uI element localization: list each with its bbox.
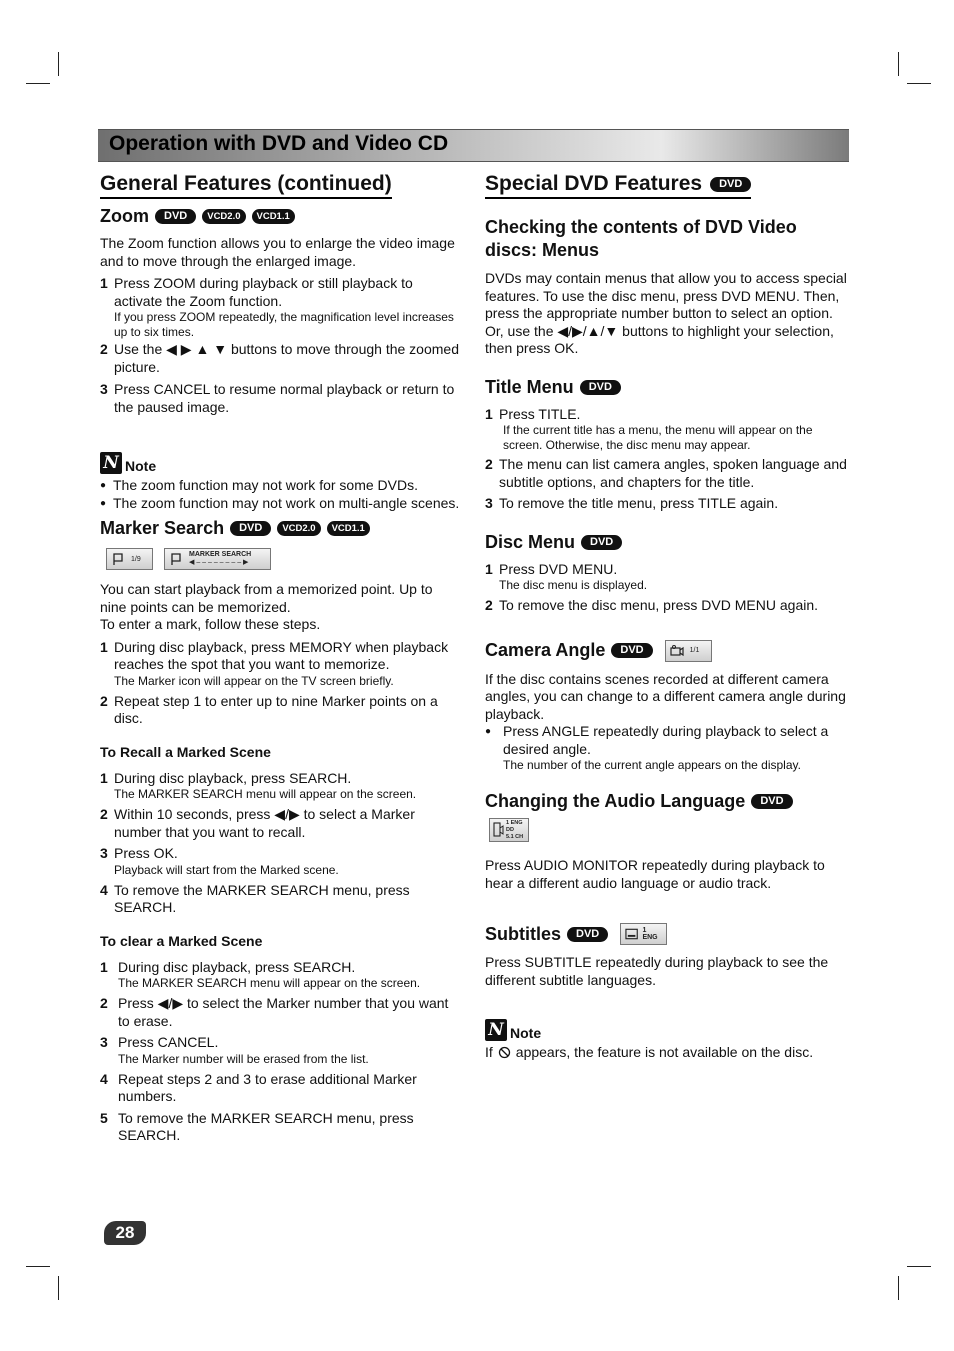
marker-icon	[169, 552, 183, 566]
badge-dvd: DVD	[710, 177, 751, 192]
note-label: Note	[510, 1025, 542, 1041]
prohibited-icon	[498, 1046, 511, 1059]
subtitle-icon	[625, 928, 638, 940]
list-item: 2 The menu can list camera angles, spoken language and subtitle options, and chapters for the title.	[485, 456, 847, 490]
list-item: ● The zoom function may not work on multi-angle scenes.	[100, 494, 460, 511]
badge-vcd11: VCD1.1	[252, 209, 295, 224]
list-item: 1 During disc playback, press MEMORY when playback reaches the spot that you want to memorize. The Marker icon will appear on the TV screen briefly.	[100, 638, 449, 688]
camera-angle-osd: 1/1	[665, 640, 712, 662]
list-item: 3 To remove the title menu, press TITLE again.	[485, 495, 779, 511]
subtitles-heading	[485, 923, 847, 945]
special-features-title-text: Special DVD Features	[485, 172, 703, 195]
title-menu-heading-text: Title Menu	[485, 376, 574, 397]
camera-icon	[670, 645, 684, 657]
list-item: 1 Press ZOOM during playback or still playback to activate the Zoom function. If you press ZOOM repeatedly, the magnification level increases up to six times.	[100, 275, 454, 339]
crop-mark	[26, 83, 50, 84]
audio-language-heading	[485, 791, 847, 812]
zoom-heading-text: Zoom	[100, 206, 149, 226]
disc-menu-heading-text: Disc Menu	[485, 531, 576, 552]
menus-text: DVDs may contain menus that allow you to access special features. To use the disc menu, press DVD MENU. Then, press the appropriate number button to select an option. Or, use the ◀/▶/▲/▼ buttons to highlight your selection, then press OK.	[485, 270, 847, 356]
list-item: 1 During disc playback, press SEARCH. The MARKER SEARCH menu will appear on the screen.	[100, 958, 421, 990]
list-item: 4 To remove the MARKER SEARCH menu, press SEARCH.	[100, 881, 410, 915]
marker-icon	[111, 552, 125, 566]
page-title: General Features (continued)	[100, 172, 392, 199]
subtitles-text: Press SUBTITLE repeatedly during playback to see the different subtitle languages.	[485, 954, 829, 988]
crop-mark	[898, 52, 899, 76]
crop-mark	[907, 83, 931, 84]
list-item: 5 To remove the MARKER SEARCH menu, press SEARCH.	[100, 1109, 414, 1143]
camera-angle-heading-text: Camera Angle	[485, 640, 606, 660]
list-item: 2 To remove the disc menu, press DVD MENU again.	[485, 597, 819, 613]
zoom-intro: The Zoom function allows you to enlarge the video image and to move through the enlarged image.	[100, 235, 455, 269]
camera-angle-heading	[485, 640, 847, 662]
subtitles-heading-text: Subtitles	[485, 923, 562, 944]
audio-icon	[492, 822, 504, 838]
note-text: If appears, the feature is not available on the disc.	[485, 1044, 814, 1060]
crop-mark	[58, 1276, 59, 1300]
list-item: 1 During disc playback, press SEARCH. The MARKER SEARCH menu will appear on the screen.	[100, 769, 417, 801]
list-item: 2 Use the ◀ ▶ ▲ ▼ buttons to move through the zoomed picture.	[100, 341, 459, 375]
subtitle-osd: 1 ENG	[620, 923, 667, 945]
zoom-heading	[100, 206, 462, 227]
list-item: 3 Press CANCEL. The Marker number will be erased from the list.	[100, 1034, 369, 1066]
audio-language-heading-text: Changing the Audio Language	[485, 791, 746, 811]
list-item: 2 Repeat step 1 to enter up to nine Marker points on a disc.	[100, 692, 438, 726]
list-item: 3 Press OK. Playback will start from the Marked scene.	[100, 845, 339, 877]
note-label: Note	[125, 458, 157, 474]
marker-search-osd: MARKER SEARCH ◀ – – – – – – – – ▶	[164, 548, 271, 570]
camera-angle-text: If the disc contains scenes recorded at different camera angles, you can change to a different camera angle during playback.	[485, 670, 846, 722]
banner-title: Operation with DVD and Video CD	[109, 132, 449, 155]
badge-vcd20: VCD2.0	[277, 521, 320, 536]
list-item: 1 Press TITLE. If the current title has a menu, the menu will appear on the screen. Otherwise, the disc menu may appear.	[485, 405, 813, 452]
list-item: 3 Press CANCEL to resume normal playback or return to the paused image.	[100, 381, 455, 415]
special-features-title	[485, 172, 751, 199]
left-column	[100, 172, 462, 1145]
clear-heading: To clear a Marked Scene	[100, 932, 263, 949]
list-item: ● The zoom function may not work for some DVDs.	[100, 477, 418, 493]
badge-dvd: DVD	[751, 794, 792, 809]
badge-dvd: DVD	[567, 927, 608, 942]
badge-dvd: DVD	[155, 209, 196, 224]
note-icon: N	[100, 452, 122, 474]
crop-mark	[26, 1266, 50, 1267]
page-number: 28	[104, 1221, 146, 1245]
list-item: 4 Repeat steps 2 and 3 to erase additional Marker numbers.	[100, 1070, 417, 1104]
badge-dvd: DVD	[611, 643, 652, 658]
badge-dvd: DVD	[580, 380, 621, 395]
badge-dvd: DVD	[230, 521, 271, 536]
crop-mark	[907, 1266, 931, 1267]
disc-menu-heading	[485, 532, 847, 553]
section-banner	[98, 129, 849, 162]
audio-language-text: Press AUDIO MONITOR repeatedly during playback to hear a different audio language or audio track.	[485, 857, 825, 891]
list-item: 1 Press DVD MENU. The disc menu is displayed.	[485, 560, 648, 592]
marker-search-heading-text: Marker Search	[100, 518, 225, 538]
crop-mark	[58, 52, 59, 76]
menus-heading: Checking the contents of DVD Video discs: Menus	[485, 217, 797, 260]
title-menu-heading	[485, 377, 847, 398]
note-heading	[485, 1019, 847, 1041]
marker-osd: 1/9	[106, 548, 153, 570]
marker-intro: You can start playback from a memorized point. Up to nine points can be memorized.	[100, 581, 433, 615]
list-item: ● Press ANGLE repeatedly during playback to select a desired angle. The number of the current angle appears on the display.	[485, 723, 829, 772]
recall-heading: To Recall a Marked Scene	[100, 743, 271, 760]
audio-osd: 1 ENG DD 5.1 CH	[489, 818, 529, 842]
note-heading	[100, 452, 462, 474]
marker-search-heading	[100, 518, 462, 539]
badge-vcd20: VCD2.0	[202, 209, 245, 224]
note-icon: N	[485, 1019, 507, 1041]
badge-dvd: DVD	[581, 535, 622, 550]
right-column	[485, 172, 847, 1060]
badge-vcd11: VCD1.1	[327, 521, 370, 536]
list-item: 2 Press ◀/▶ to select the Marker number that you want to erase.	[100, 995, 449, 1029]
marker-intro-2: To enter a mark, follow these steps.	[100, 616, 321, 632]
list-item: 2 Within 10 seconds, press ◀/▶ to select a Marker number that you want to recall.	[100, 806, 415, 840]
crop-mark	[898, 1276, 899, 1300]
